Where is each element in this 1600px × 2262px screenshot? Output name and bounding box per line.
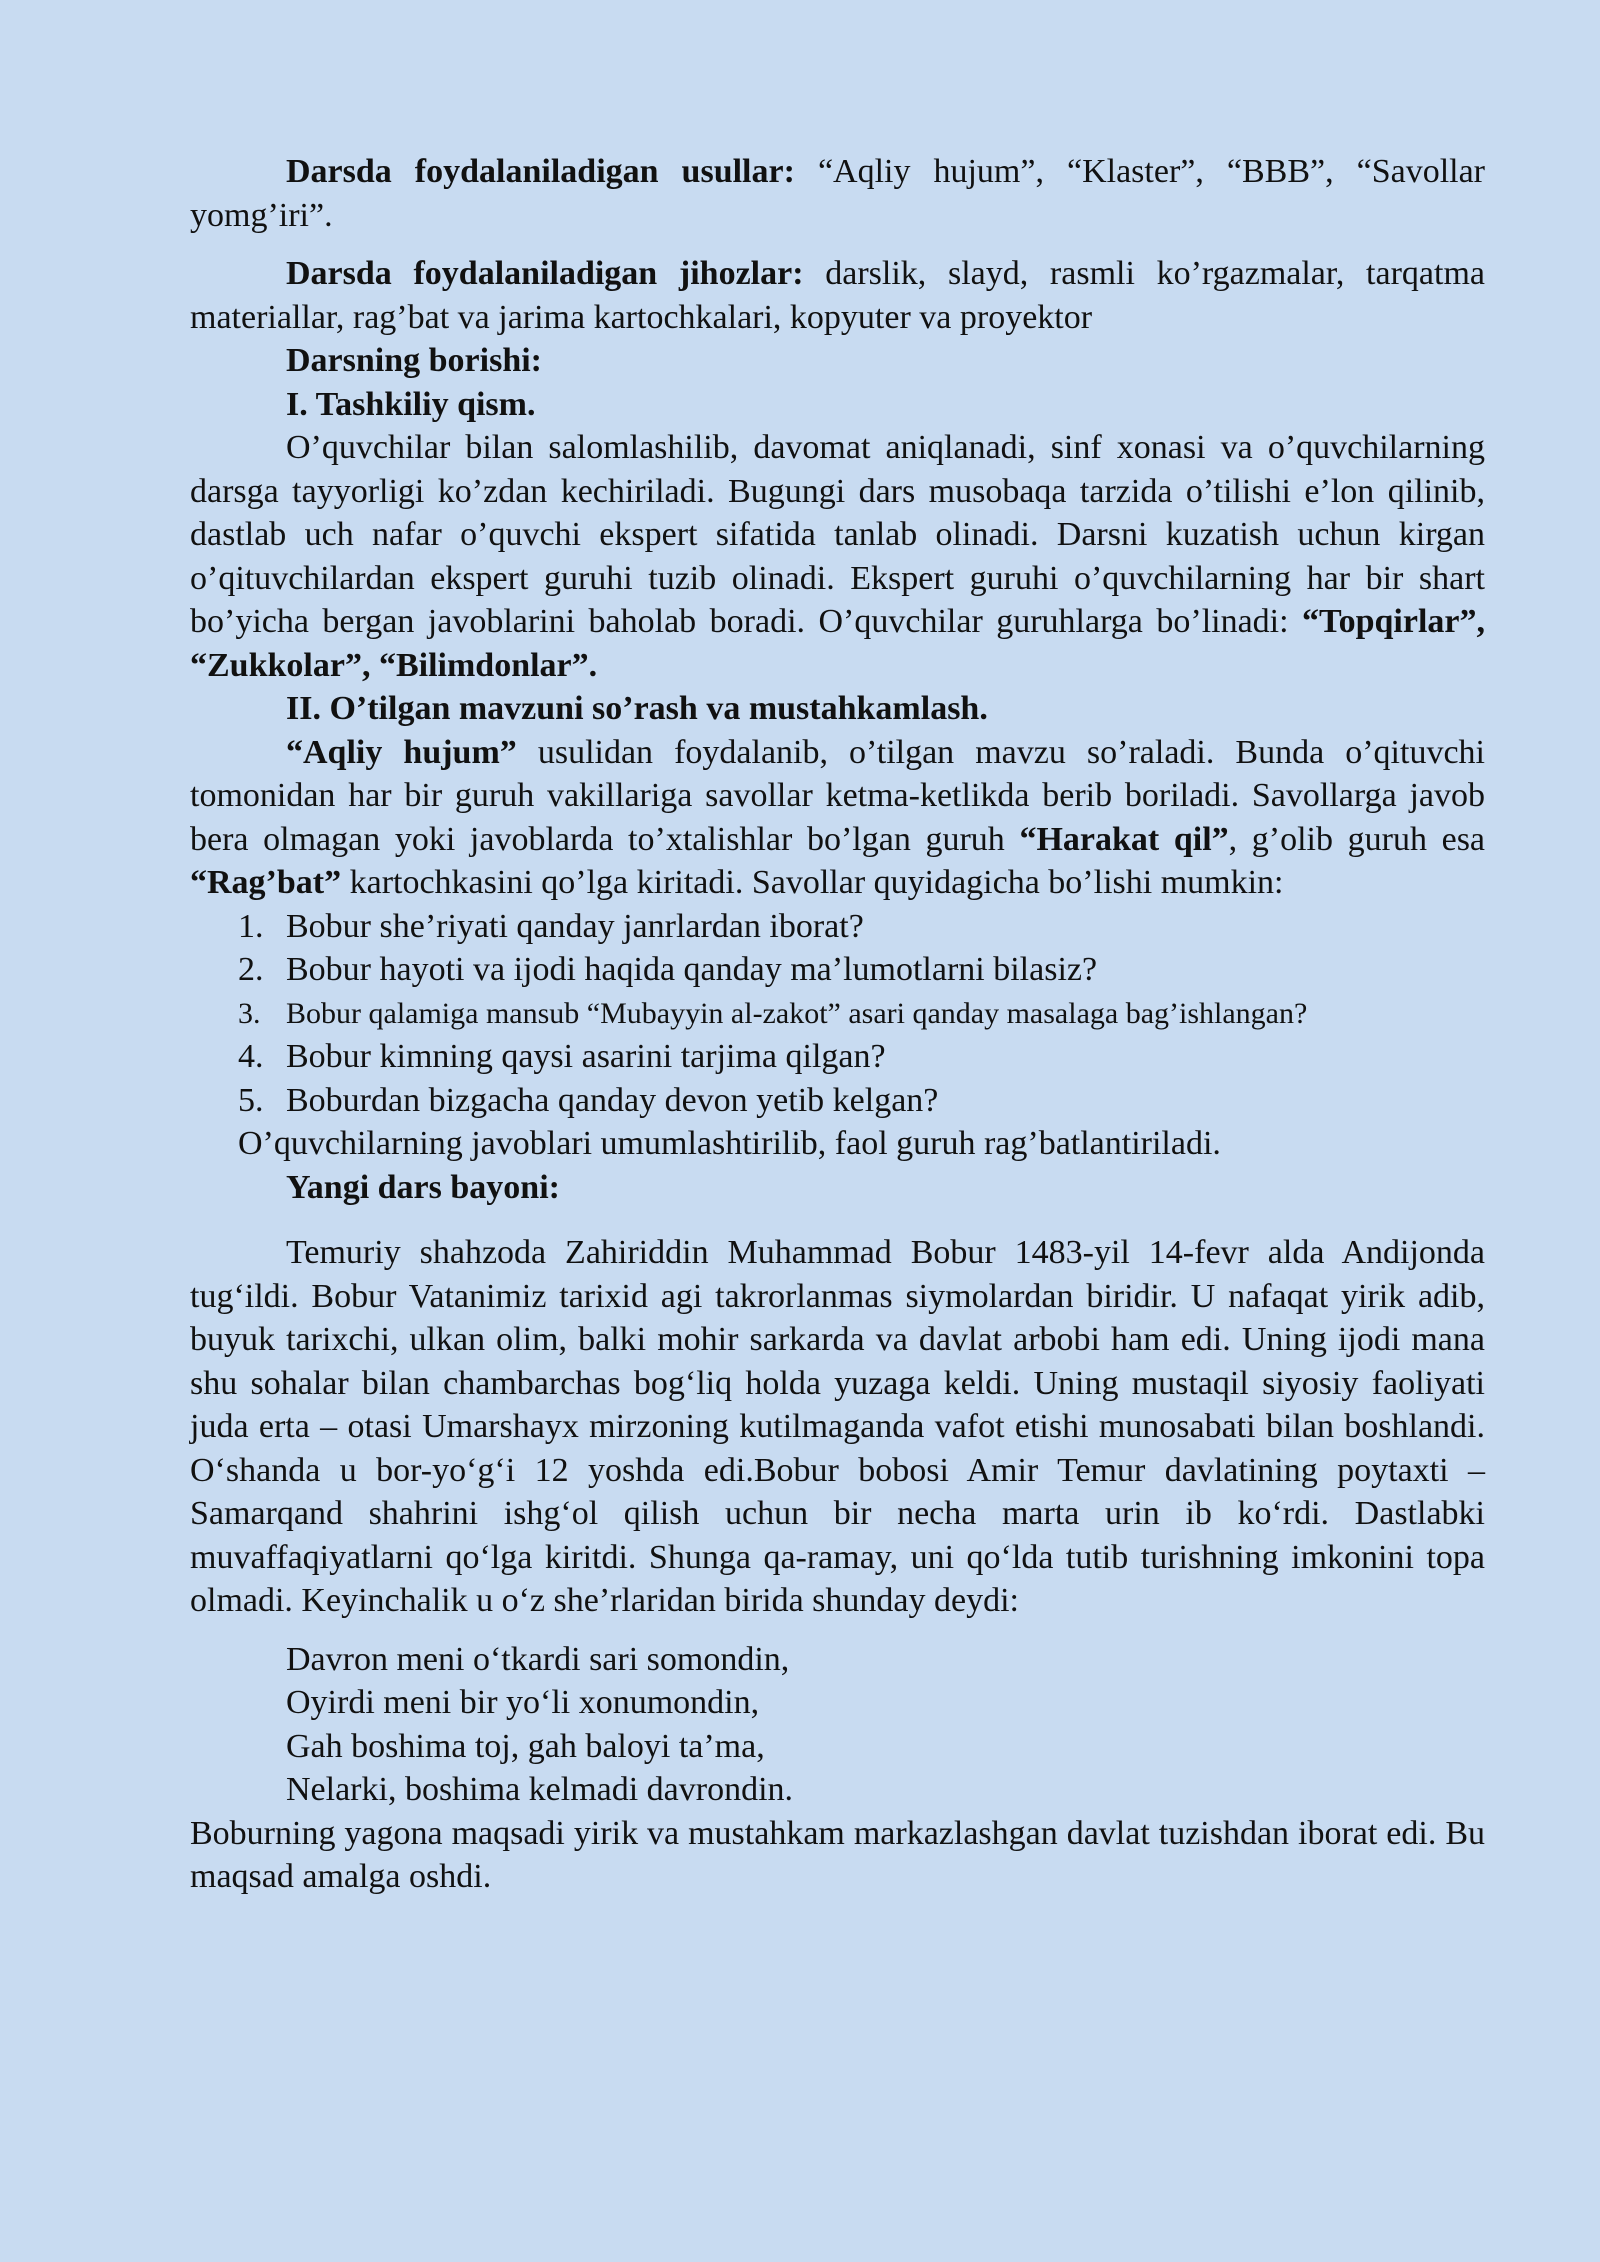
question-text: Bobur hayoti va ijodi haqida qanday ma’lumotlarni bilasiz? bbox=[286, 951, 1098, 988]
methods-label: Darsda foydalaniladigan usullar: bbox=[286, 153, 795, 190]
lesson-flow-heading: Darsning borishi: bbox=[286, 342, 542, 379]
section2-text2: , g’olib guruh esa bbox=[1228, 820, 1486, 858]
question-number: 2. bbox=[238, 951, 264, 988]
question-number: 1. bbox=[238, 907, 264, 945]
list-item bbox=[190, 905, 1485, 949]
questions-summary: O’quvchilarning javoblari umumlashtirilib, faol guruh rag’batlantiriladi. bbox=[238, 1125, 1221, 1162]
list-item bbox=[190, 1035, 1485, 1079]
equipment-label: Darsda foydalaniladigan jihozlar: bbox=[286, 255, 804, 292]
poem-line: Davron meni o‘tkardi sari somondin, bbox=[286, 1640, 790, 1678]
section2-text3: kartochkasini qo’lga kiritadi. Savollar quyidagicha bo’lishi mumkin: bbox=[341, 864, 1284, 901]
poem-block bbox=[190, 1638, 1485, 1812]
section2-paragraph bbox=[190, 731, 1485, 905]
new-lesson-heading: Yangi dars bayoni: bbox=[286, 1168, 560, 1206]
poem-line: Gah boshima toj, gah baloyi ta’ma, bbox=[286, 1727, 765, 1765]
poem-line: Oyirdi meni bir yo‘li xonumondin, bbox=[286, 1684, 760, 1721]
poem-line: Nelarki, boshima kelmadi davrondin. bbox=[286, 1771, 794, 1808]
section2-card1: “Harakat qil” bbox=[1019, 820, 1229, 858]
section1-paragraph bbox=[190, 426, 1485, 687]
question-number: 5. bbox=[238, 1081, 264, 1119]
section2-card2: “Rag’bat” bbox=[190, 864, 342, 901]
list-item bbox=[190, 992, 1485, 1036]
equipment-text: darslik, slayd, rasmli ko’rgazmalar, tarqatma materiallar, rag’bat va jarima kartochkalari, kopyuter va proyektor bbox=[190, 255, 1485, 336]
section1-heading: I. Tashkiliy qism. bbox=[286, 385, 536, 423]
section2-text1: usulidan foydalanib, o’tilgan mavzu so’raladi. Bunda o’qituvchi tomonidan har bir guruh vakillariga savollar ketma-ketlikda berib boriladi. Savollarga javob bera olmagan yoki javoblarda to’xtalishlar bo’lgan guruh bbox=[190, 733, 1485, 858]
methods-paragraph bbox=[190, 150, 1485, 237]
section1-text: O’quvchilar bilan salomlashilib, davomat aniqlanadi, sinf xonasi va o’quvchilarning darsga tayyorligi ko’zdan kechiriladi. Bugungi dars musobaqa tarzida o’tilishi e’lon qilinib, dastlab uch nafar o’quvchi ekspert sifatida tanlab olinadi. Darsni kuzatish uchun kirgan o’qituvchilardan ekspert guruhi tuzib olinadi. Ekspert guruhi o’quvchilarning har bir shart bo’yicha bergan javoblarini baholab boradi. O’quvchilar guruhlarga bo’linadi: bbox=[190, 429, 1485, 640]
methods-text: “Aqliy hujum”, “Klaster”, “BBB”, “Savollar yomg’iri”. bbox=[190, 153, 1485, 234]
question-text: Bobur kimning qaysi asarini tarjima qilgan? bbox=[286, 1038, 886, 1075]
list-item bbox=[190, 1079, 1485, 1123]
section1-groups: “Topqirlar”, “Zukkolar”, “Bilimdonlar”. bbox=[190, 603, 1485, 684]
equipment-paragraph bbox=[190, 252, 1485, 339]
question-text: Bobur qalamiga mansub “Mubayyin al-zakot” asari qanday masalaga bag’ishlangan? bbox=[286, 996, 1308, 1030]
list-item bbox=[190, 948, 1485, 992]
question-text: Boburdan bizgacha qanday devon yetib kelgan? bbox=[286, 1081, 939, 1119]
question-text: Bobur she’riyati qanday janrlardan iborat? bbox=[286, 907, 864, 945]
question-number: 3. bbox=[238, 996, 261, 1030]
section2-heading: II. O’tilgan mavzuni so’rash va mustahkamlash. bbox=[286, 690, 988, 727]
closing-paragraph: Boburning yagona maqsadi yirik va mustahkam markazlashgan davlat tuzishdan iborat edi. Bu maqsad amalga oshdi. bbox=[190, 1814, 1485, 1895]
new-lesson-paragraph: Temuriy shahzoda Zahiriddin Muhammad Bobur 1483-yil 14-fevr alda Andijonda tug‘ildi. Bobur Vatanimiz tarixid agi takrorlanmas siymolardan biridir. U nafaqat yirik adib, buyuk tarixchi, ulkan olim, balki mohir sarkarda va davlat arbobi ham edi. Uning ijodi mana shu sohalar bilan chambarchas bog‘liq holda yuzaga keldi. Uning mustaqil siyosiy faoliyati juda erta – otasi Umarshayx mirzoning kutilmaganda vafot etishi munosabati bilan boshlandi. O‘shanda u bor-yo‘g‘i 12 yoshda edi.Bobur bobosi Amir Temur davlatining poytaxti – Samarqand shahrini ishg‘ol qilish uchun bir necha marta urin ib ko‘rdi. Dastlabki muvaffaqiyatlarni qo‘lga kiritdi. Shunga qa-ramay, uni qo‘lda tutib turishning imkonini topa olmadi. Keyinchalik u o‘z she’rlaridan birida shunday deydi: bbox=[190, 1234, 1485, 1619]
section2-method: “Aqliy hujum” bbox=[286, 733, 517, 771]
question-number: 4. bbox=[238, 1038, 264, 1075]
questions-list bbox=[190, 905, 1485, 1123]
